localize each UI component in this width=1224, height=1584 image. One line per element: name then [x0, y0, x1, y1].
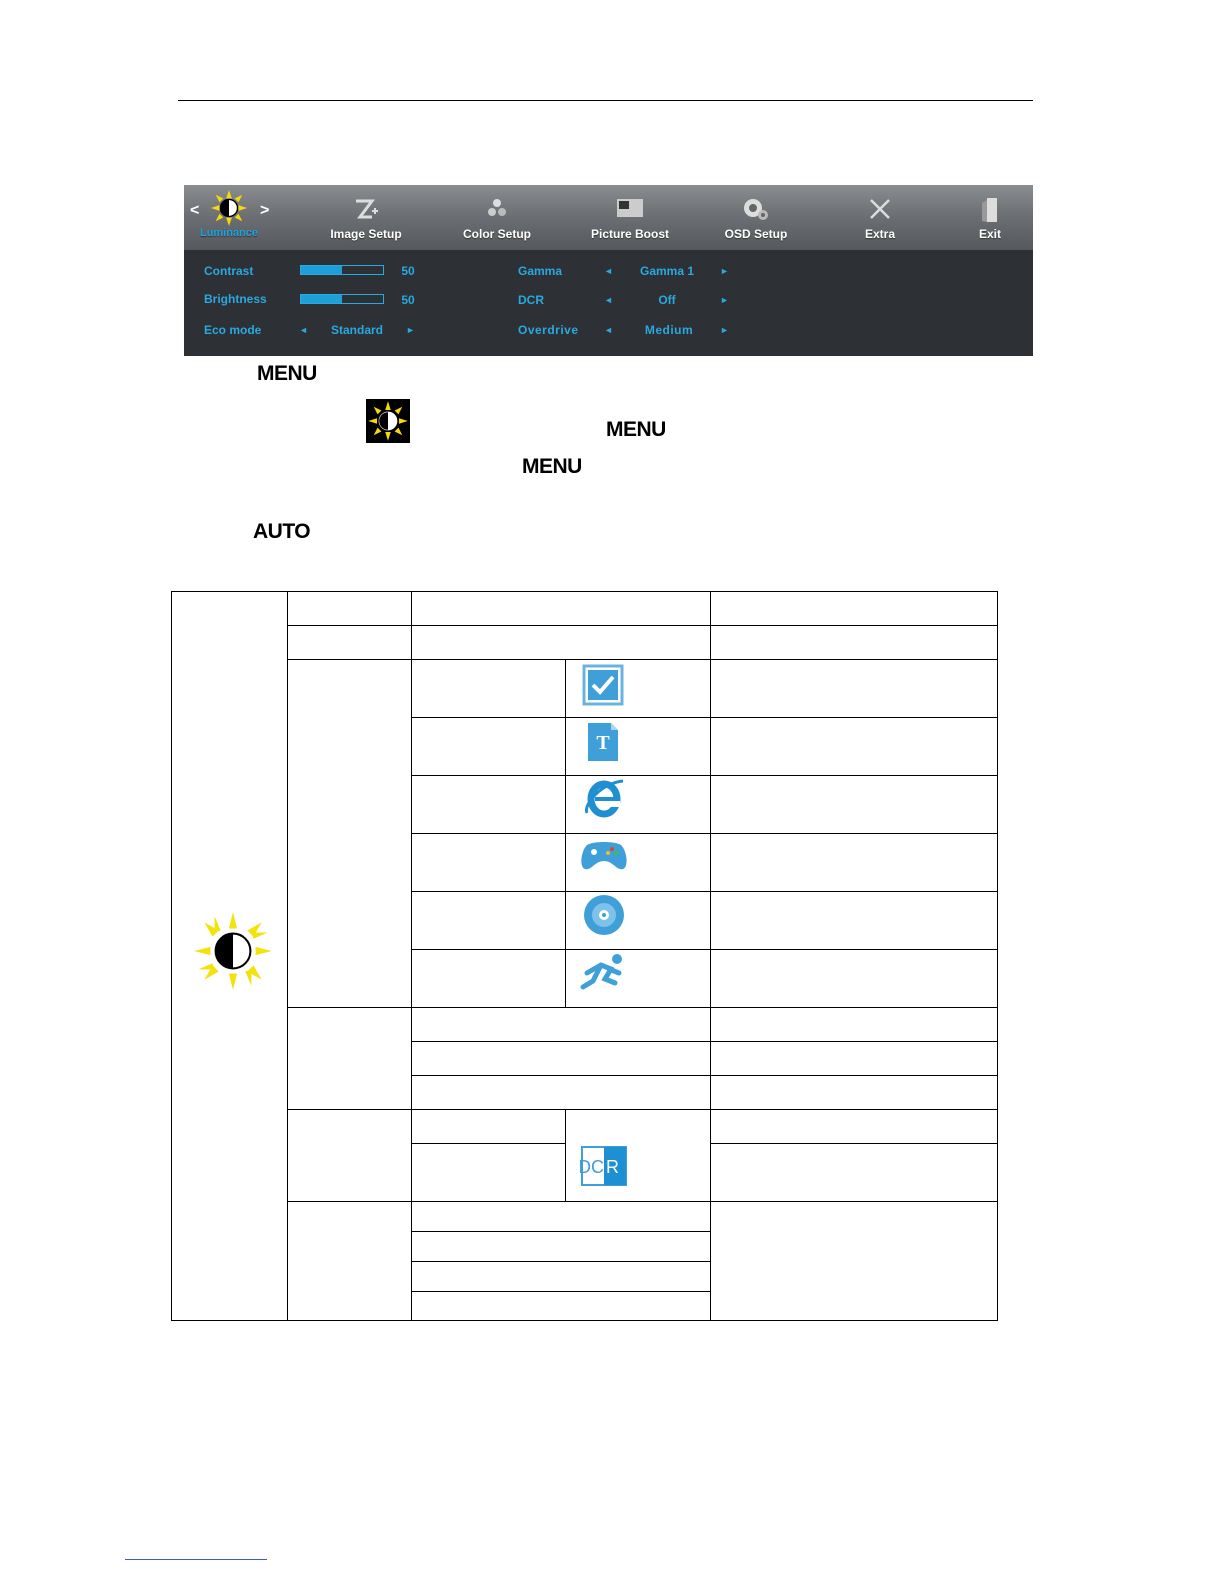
- table-cell: [710, 591, 998, 626]
- table-cell: [710, 1007, 998, 1042]
- table-cell: [411, 1075, 711, 1110]
- table-cell: [411, 625, 711, 660]
- tab-color-setup-label: Color Setup: [463, 227, 531, 241]
- table-cell: [411, 1261, 711, 1292]
- eco-mode-label: Eco mode: [204, 323, 262, 337]
- dcr-icon: [580, 1145, 628, 1192]
- tab-osd-setup[interactable]: [706, 185, 806, 250]
- osd-tab-bar: [184, 185, 1033, 250]
- sun-contrast-icon: [366, 399, 410, 443]
- table-cell: [710, 625, 998, 660]
- brightness-slider-fill: [301, 295, 342, 303]
- menu-key-label-2: MENU: [606, 418, 666, 441]
- table-cell: [287, 659, 412, 1008]
- tab-osd-setup-label: OSD Setup: [724, 227, 788, 241]
- table-cell: [287, 1109, 412, 1202]
- table-cell: [411, 1109, 566, 1144]
- table-cell: [710, 1109, 998, 1144]
- header-rule: [178, 100, 1033, 101]
- dcr-value: Off: [658, 293, 676, 307]
- brightness-label: Brightness: [204, 292, 267, 306]
- tab-extra[interactable]: [845, 185, 915, 250]
- eco-mode-value: Standard: [330, 323, 383, 337]
- table-cell: [411, 1007, 711, 1042]
- overdrive-value: Medium: [644, 323, 694, 337]
- gamma-left-arrow[interactable]: ◄: [604, 266, 613, 276]
- svg-text:T: T: [596, 732, 610, 754]
- svg-text:R: R: [606, 1157, 619, 1177]
- tab-luminance-label: Luminance: [199, 227, 259, 239]
- table-cell: [710, 717, 998, 776]
- nav-left-arrow[interactable]: <: [190, 202, 200, 219]
- table-cell: [411, 1201, 711, 1232]
- table-cell: [710, 949, 998, 1008]
- standard-check-icon: [581, 663, 625, 712]
- table-cell: [411, 833, 566, 892]
- table-cell: [710, 659, 998, 718]
- brightness-value: 50: [401, 293, 415, 307]
- table-cell: [287, 1007, 412, 1110]
- table-cell: [287, 625, 412, 660]
- table-cell: [411, 891, 566, 950]
- table-cell: [411, 1143, 566, 1202]
- sun-contrast-icon: [210, 189, 248, 230]
- menu-key-label-3: MENU: [522, 455, 582, 478]
- tab-exit[interactable]: [960, 185, 1020, 250]
- internet-browser-icon: [581, 775, 627, 828]
- osd-menu-panel: [184, 185, 1033, 356]
- table-cell: [287, 591, 412, 626]
- exit-door-icon: [979, 197, 1001, 226]
- menu-key-label: MENU: [257, 362, 317, 385]
- sports-runner-icon: [579, 951, 629, 1000]
- osd-setup-icon: [742, 197, 770, 224]
- tab-image-setup[interactable]: [316, 185, 416, 250]
- movie-disc-icon: [582, 893, 626, 942]
- contrast-value: 50: [401, 264, 415, 278]
- table-cell: [411, 1291, 711, 1321]
- table-cell: [411, 775, 566, 834]
- gamepad-icon: [579, 837, 629, 882]
- brightness-slider[interactable]: [300, 294, 384, 304]
- contrast-slider[interactable]: [300, 265, 384, 275]
- overdrive-left-arrow[interactable]: ◄: [604, 325, 613, 335]
- nav-right-arrow[interactable]: >: [260, 202, 270, 219]
- table-cell: [411, 1041, 711, 1076]
- luminance-icon-box: [366, 399, 410, 443]
- extra-tools-icon: [868, 197, 892, 224]
- eco-mode-right-arrow[interactable]: ►: [406, 325, 415, 335]
- dcr-label: DCR: [518, 293, 544, 307]
- contrast-label: Contrast: [204, 264, 254, 278]
- tab-color-setup[interactable]: [447, 185, 547, 250]
- eco-mode-left-arrow[interactable]: ◄: [299, 325, 308, 335]
- table-cell: [710, 1201, 998, 1321]
- gamma-label: Gamma: [518, 264, 563, 278]
- table-cell: [411, 1231, 711, 1262]
- contrast-slider-fill: [301, 266, 342, 274]
- table-cell: [411, 717, 566, 776]
- table-cell: [287, 1201, 412, 1321]
- footer-link-underline: [125, 1559, 267, 1560]
- table-cell: [710, 1041, 998, 1076]
- overdrive-label: Overdrive: [518, 323, 579, 337]
- table-cell: [710, 891, 998, 950]
- tab-exit-label: Exit: [978, 227, 1001, 241]
- table-cell: [710, 833, 998, 892]
- sun-contrast-icon: [192, 910, 274, 992]
- tab-luminance[interactable]: [196, 185, 262, 250]
- tab-picture-boost[interactable]: [580, 185, 680, 250]
- gamma-right-arrow[interactable]: ►: [720, 266, 729, 276]
- text-document-icon: [585, 721, 621, 768]
- table-category-cell: [171, 591, 288, 1321]
- table-cell: [411, 949, 566, 1008]
- overdrive-right-arrow[interactable]: ►: [720, 325, 729, 335]
- image-setup-icon: [352, 197, 380, 224]
- auto-key-label: AUTO: [253, 520, 311, 543]
- svg-text:DC: DC: [580, 1157, 604, 1177]
- dcr-right-arrow[interactable]: ►: [720, 295, 729, 305]
- tab-image-setup-label: Image Setup: [330, 227, 402, 241]
- table-cell: [411, 591, 711, 626]
- tab-extra-label: Extra: [864, 227, 896, 241]
- table-cell: [710, 1075, 998, 1110]
- picture-boost-icon: [616, 197, 644, 222]
- table-cell: [411, 659, 566, 718]
- gamma-value: Gamma 1: [639, 264, 695, 278]
- table-cell: [710, 775, 998, 834]
- dcr-left-arrow[interactable]: ◄: [604, 295, 613, 305]
- color-setup-icon: [485, 197, 509, 222]
- tab-picture-boost-label: Picture Boost: [590, 227, 669, 241]
- table-cell: [710, 1143, 998, 1202]
